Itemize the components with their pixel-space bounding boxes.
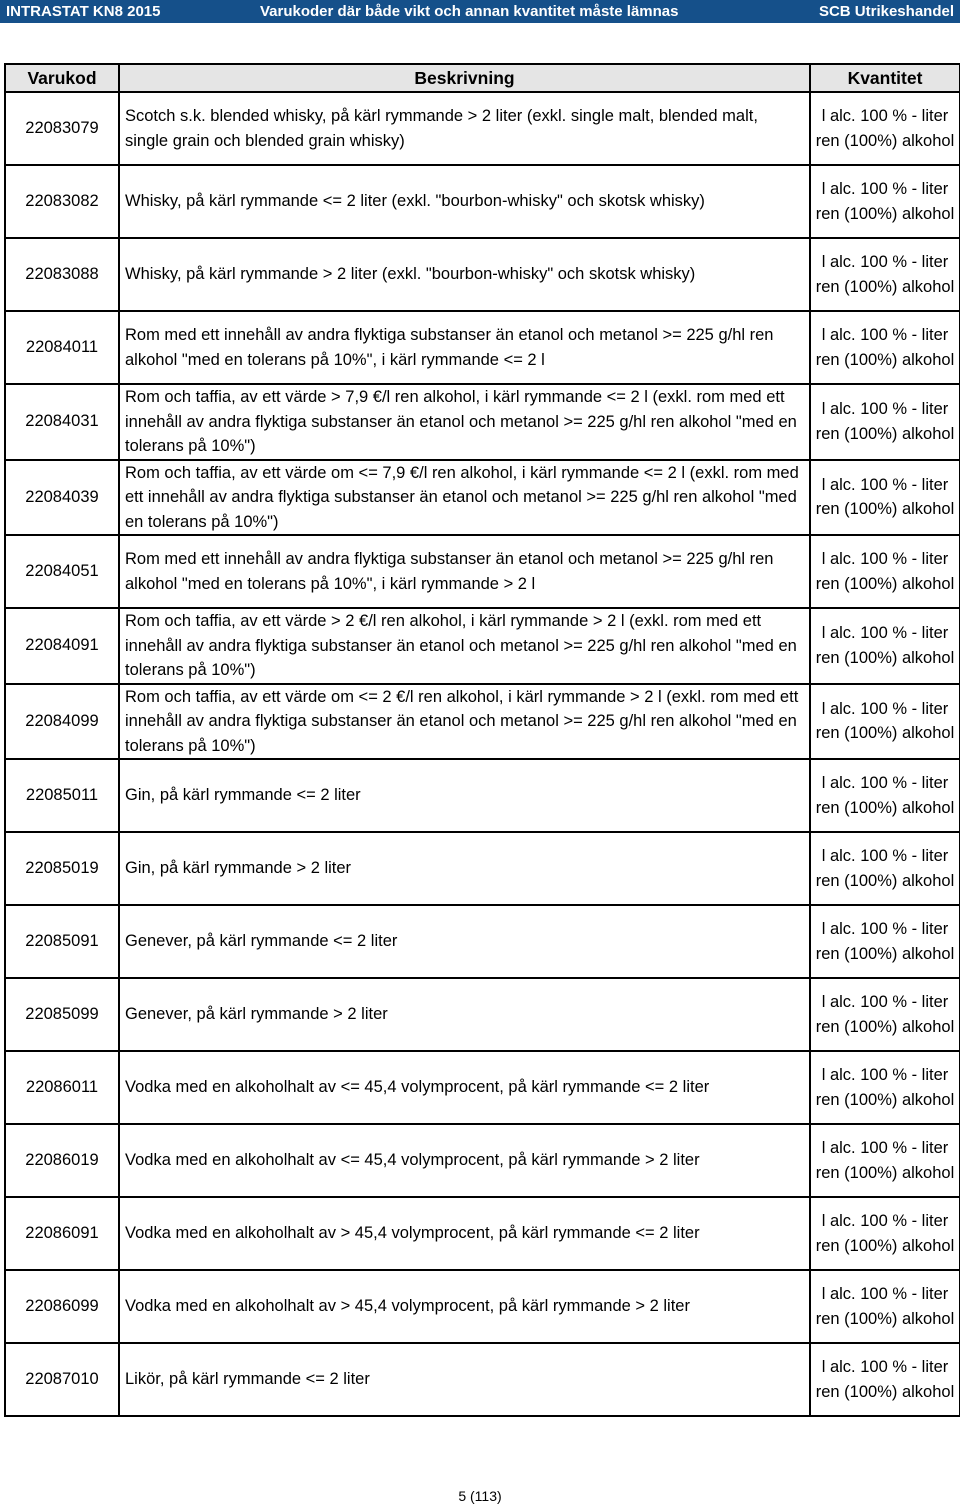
kvantitet-cell: l alc. 100 % - liter ren (100%) alkohol bbox=[810, 535, 960, 608]
kvantitet-cell: l alc. 100 % - liter ren (100%) alkohol bbox=[810, 165, 960, 238]
table-row bbox=[5, 311, 960, 384]
kvantitet-cell: l alc. 100 % - liter ren (100%) alkohol bbox=[810, 460, 960, 536]
beskrivning-cell: Rom med ett innehåll av andra flyktiga substanser än etanol och metanol >= 225 g/hl ren alkohol "med en tolerans på 10%", i kärl rymmande > 2 l bbox=[119, 535, 810, 608]
varukod-cell: 22084099 bbox=[5, 684, 119, 760]
kvantitet-cell: l alc. 100 % - liter ren (100%) alkohol bbox=[810, 1343, 960, 1416]
beskrivning-cell: Vodka med en alkoholhalt av <= 45,4 volymprocent, på kärl rymmande <= 2 liter bbox=[119, 1051, 810, 1124]
kvantitet-cell: l alc. 100 % - liter ren (100%) alkohol bbox=[810, 92, 960, 165]
kvantitet-cell: l alc. 100 % - liter ren (100%) alkohol bbox=[810, 384, 960, 460]
varukod-cell: 22086019 bbox=[5, 1124, 119, 1197]
beskrivning-cell: Genever, på kärl rymmande <= 2 liter bbox=[119, 905, 810, 978]
header-bar bbox=[0, 0, 960, 23]
varukod-cell: 22084051 bbox=[5, 535, 119, 608]
varukod-cell: 22083082 bbox=[5, 165, 119, 238]
table-header-row bbox=[5, 64, 960, 92]
kvantitet-cell: l alc. 100 % - liter ren (100%) alkohol bbox=[810, 1197, 960, 1270]
header-right-title: SCB Utrikeshandel bbox=[818, 3, 954, 20]
beskrivning-cell: Whisky, på kärl rymmande <= 2 liter (exkl. "bourbon-whisky" och skotsk whisky) bbox=[119, 165, 810, 238]
kvantitet-cell: l alc. 100 % - liter ren (100%) alkohol bbox=[810, 238, 960, 311]
header-left-title: INTRASTAT KN8 2015 bbox=[6, 3, 161, 20]
beskrivning-cell: Vodka med en alkoholhalt av <= 45,4 volymprocent, på kärl rymmande > 2 liter bbox=[119, 1124, 810, 1197]
varukod-cell: 22084091 bbox=[5, 608, 119, 684]
kvantitet-cell: l alc. 100 % - liter ren (100%) alkohol bbox=[810, 1124, 960, 1197]
kvantitet-cell: l alc. 100 % - liter ren (100%) alkohol bbox=[810, 832, 960, 905]
table-row bbox=[5, 384, 960, 460]
table-row bbox=[5, 460, 960, 536]
beskrivning-cell: Gin, på kärl rymmande <= 2 liter bbox=[119, 759, 810, 832]
beskrivning-cell: Likör, på kärl rymmande <= 2 liter bbox=[119, 1343, 810, 1416]
table-row bbox=[5, 608, 960, 684]
varukod-cell: 22084039 bbox=[5, 460, 119, 536]
table-row bbox=[5, 1124, 960, 1197]
varukod-cell: 22084011 bbox=[5, 311, 119, 384]
beskrivning-cell: Genever, på kärl rymmande > 2 liter bbox=[119, 978, 810, 1051]
varukod-cell: 22085011 bbox=[5, 759, 119, 832]
beskrivning-cell: Whisky, på kärl rymmande > 2 liter (exkl. "bourbon-whisky" och skotsk whisky) bbox=[119, 238, 810, 311]
kvantitet-cell: l alc. 100 % - liter ren (100%) alkohol bbox=[810, 608, 960, 684]
table-row bbox=[5, 684, 960, 760]
column-header-beskrivning: Beskrivning bbox=[119, 64, 810, 92]
beskrivning-cell: Scotch s.k. blended whisky, på kärl rymmande > 2 liter (exkl. single malt, blended malt, single grain och blended grain whisky) bbox=[119, 92, 810, 165]
varukod-cell: 22086099 bbox=[5, 1270, 119, 1343]
table-row bbox=[5, 978, 960, 1051]
varukod-cell: 22087010 bbox=[5, 1343, 119, 1416]
varukod-cell: 22086091 bbox=[5, 1197, 119, 1270]
table-row bbox=[5, 832, 960, 905]
table-row bbox=[5, 759, 960, 832]
beskrivning-cell: Vodka med en alkoholhalt av > 45,4 volymprocent, på kärl rymmande > 2 liter bbox=[119, 1270, 810, 1343]
varukod-cell: 22086011 bbox=[5, 1051, 119, 1124]
table-row bbox=[5, 1051, 960, 1124]
kvantitet-cell: l alc. 100 % - liter ren (100%) alkohol bbox=[810, 1270, 960, 1343]
beskrivning-cell: Rom och taffia, av ett värde > 2 €/l ren alkohol, i kärl rymmande > 2 l (exkl. rom med ett innehåll av andra flyktiga substanser än etanol och metanol >= 225 g/hl ren alkohol "med en tolerans på 10%") bbox=[119, 608, 810, 684]
kvantitet-cell: l alc. 100 % - liter ren (100%) alkohol bbox=[810, 311, 960, 384]
kvantitet-cell: l alc. 100 % - liter ren (100%) alkohol bbox=[810, 978, 960, 1051]
beskrivning-cell: Rom och taffia, av ett värde om <= 7,9 €/l ren alkohol, i kärl rymmande <= 2 l (exkl. rom med ett innehåll av andra flyktiga substanser än etanol och metanol >= 225 g/hl ren alkohol "med en tolerans på 10%") bbox=[119, 460, 810, 536]
beskrivning-cell: Rom och taffia, av ett värde > 7,9 €/l ren alkohol, i kärl rymmande <= 2 l (exkl. rom med ett innehåll av andra flyktiga substanser än etanol och metanol >= 225 g/hl ren alkohol "med en tolerans på 10%") bbox=[119, 384, 810, 460]
table-row bbox=[5, 238, 960, 311]
kvantitet-cell: l alc. 100 % - liter ren (100%) alkohol bbox=[810, 1051, 960, 1124]
beskrivning-cell: Rom och taffia, av ett värde om <= 2 €/l ren alkohol, i kärl rymmande > 2 l (exkl. rom med ett innehåll av andra flyktiga substanser än etanol och metanol >= 225 g/hl ren alkohol "med en tolerans på 10%") bbox=[119, 684, 810, 760]
beskrivning-cell: Rom med ett innehåll av andra flyktiga substanser än etanol och metanol >= 225 g/hl ren alkohol "med en tolerans på 10%", i kärl rymmande <= 2 l bbox=[119, 311, 810, 384]
page-number: 5 (113) bbox=[458, 1488, 502, 1504]
beskrivning-cell: Vodka med en alkoholhalt av > 45,4 volymprocent, på kärl rymmande <= 2 liter bbox=[119, 1197, 810, 1270]
header-center-title: Varukoder där både vikt och annan kvantitet måste lämnas bbox=[260, 3, 679, 20]
column-header-kvantitet: Kvantitet bbox=[810, 64, 960, 92]
beskrivning-cell: Gin, på kärl rymmande > 2 liter bbox=[119, 832, 810, 905]
varukod-cell: 22083079 bbox=[5, 92, 119, 165]
table-row bbox=[5, 1270, 960, 1343]
varukod-cell: 22085091 bbox=[5, 905, 119, 978]
table-row bbox=[5, 92, 960, 165]
table-row bbox=[5, 905, 960, 978]
kvantitet-cell: l alc. 100 % - liter ren (100%) alkohol bbox=[810, 684, 960, 760]
table-row bbox=[5, 1197, 960, 1270]
kvantitet-cell: l alc. 100 % - liter ren (100%) alkohol bbox=[810, 759, 960, 832]
varukod-cell: 22084031 bbox=[5, 384, 119, 460]
table-row bbox=[5, 535, 960, 608]
table-row bbox=[5, 165, 960, 238]
varukod-table bbox=[4, 63, 960, 1417]
varukod-cell: 22085099 bbox=[5, 978, 119, 1051]
varukod-cell: 22083088 bbox=[5, 238, 119, 311]
column-header-varukod: Varukod bbox=[5, 64, 119, 92]
kvantitet-cell: l alc. 100 % - liter ren (100%) alkohol bbox=[810, 905, 960, 978]
varukod-cell: 22085019 bbox=[5, 832, 119, 905]
table-row bbox=[5, 1343, 960, 1416]
